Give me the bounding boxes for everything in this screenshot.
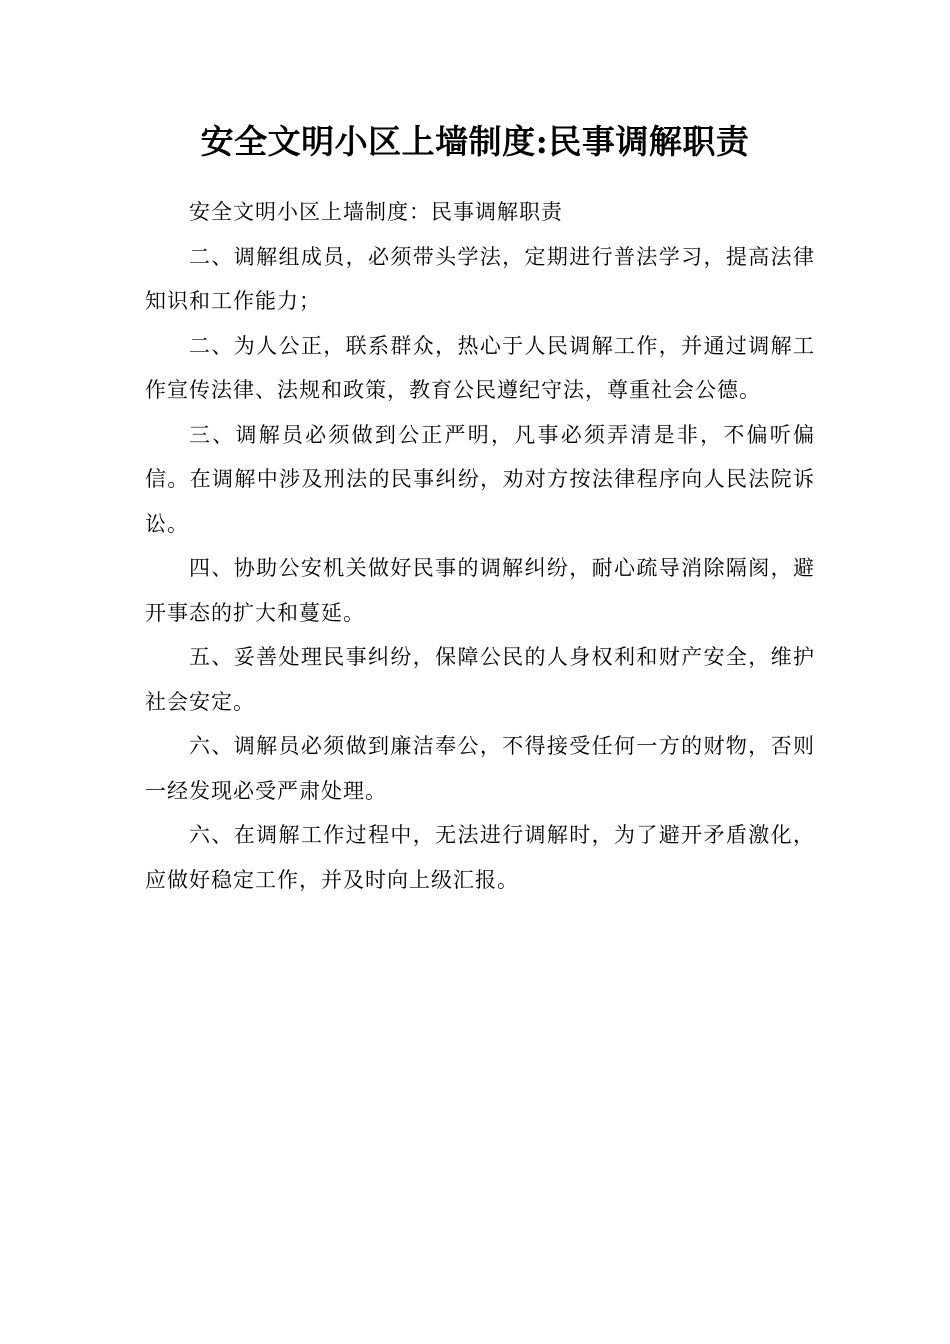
paragraph-item: 二、为人公正，联系群众，热心于人民调解工作，并通过调解工作宣传法律、法规和政策，教育公民遵纪守法，尊重社会公德。 xyxy=(145,333,815,402)
paragraph-item: 四、协助公安机关做好民事的调解纠纷，耐心疏导消除隔阂，避开事态的扩大和蔓延。 xyxy=(145,556,815,625)
paragraph-item: 六、在调解工作过程中，无法进行调解时，为了避开矛盾激化，应做好稳定工作，并及时向上级汇报。 xyxy=(145,823,815,892)
paragraph-subtitle: 安全文明小区上墙制度：民事调解职责 xyxy=(189,200,563,224)
paragraph-item: 六、调解员必须做到廉洁奉公，不得接受任何一方的财物，否则一经发现必受严肃处理。 xyxy=(145,734,815,803)
paragraph-item: 三、调解员必须做到公正严明，凡事必须弄清是非，不偏听偏信。在调解中涉及刑法的民事纠纷，劝对方按法律程序向人民法院诉讼。 xyxy=(145,422,815,536)
paragraph-item: 五、妥善处理民事纠纷，保障公民的人身权利和财产安全，维护社会安定。 xyxy=(145,645,815,714)
document-body xyxy=(145,190,815,902)
paragraph-item: 二、调解组成员，必须带头学法，定期进行普法学习，提高法律知识和工作能力； xyxy=(145,244,815,313)
document-title: 安全文明小区上墙制度:民事调解职责 xyxy=(200,122,750,161)
